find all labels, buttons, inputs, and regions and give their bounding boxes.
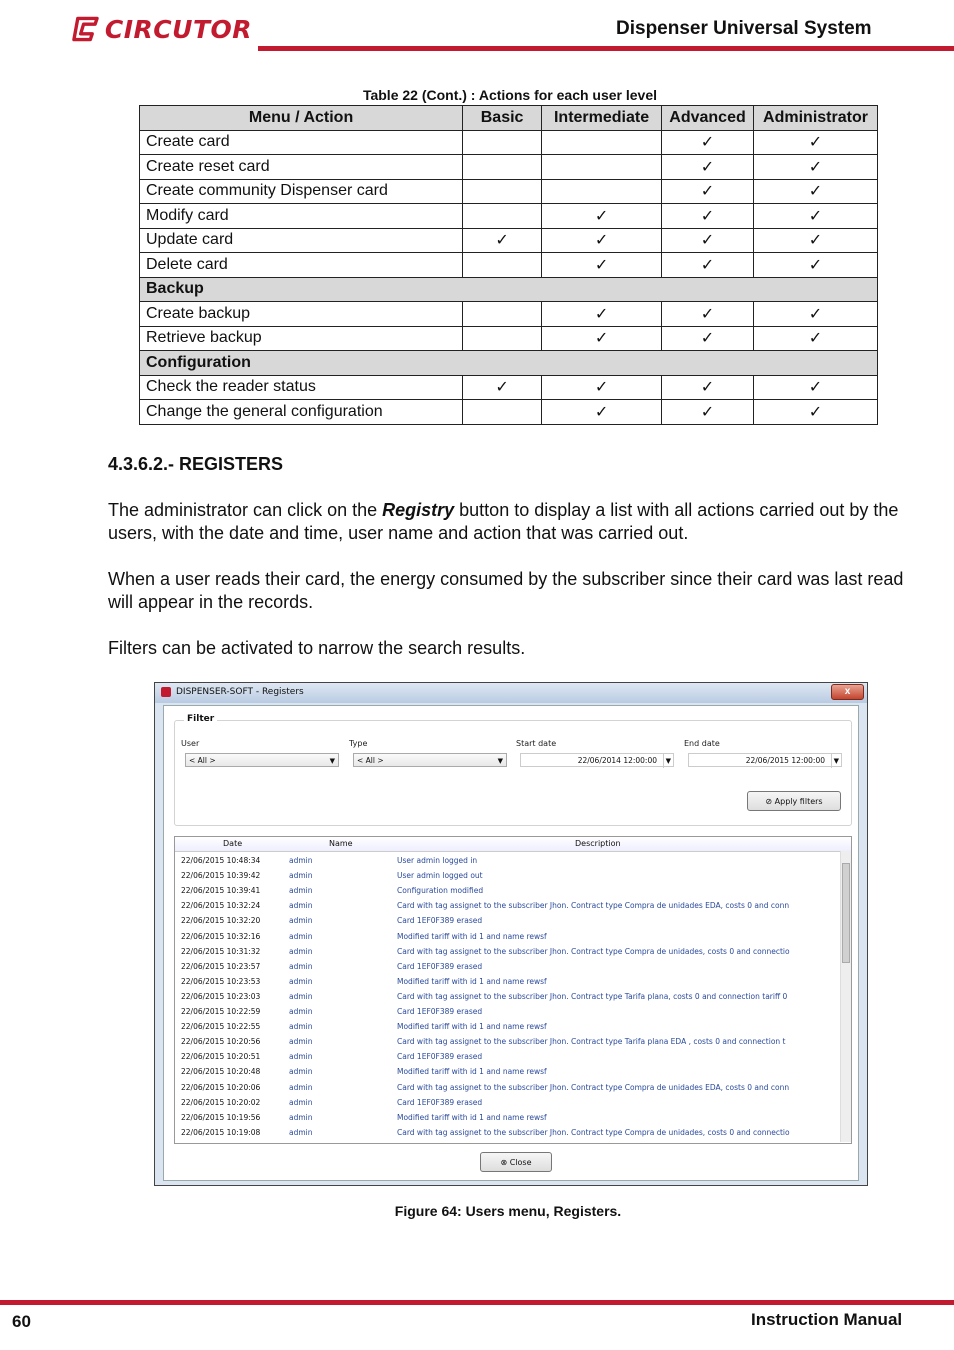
empty-cell [463, 204, 542, 229]
grid-row[interactable] [175, 853, 795, 868]
grid-description-cell: Modified tariff with id 1 and name rewsf [397, 1067, 547, 1077]
grid-name-cell: admin [289, 1127, 313, 1137]
grid-row[interactable] [175, 944, 795, 959]
check-icon: ✓ [662, 400, 754, 425]
registers-grid [174, 836, 852, 1144]
type-label: Type [349, 739, 368, 748]
apply-filters-label: Apply filters [774, 797, 823, 806]
user-label: User [181, 739, 200, 748]
start-date-label: Start date [516, 739, 557, 748]
figure-caption: Figure 64: Users menu, Registers. [394, 1203, 622, 1219]
start-date-picker[interactable] [520, 753, 674, 767]
check-icon: ✓ [754, 155, 878, 180]
grid-date-cell: 22/06/2015 10:20:48 [181, 1067, 261, 1077]
window-titlebar [155, 683, 867, 703]
grid-description-cell: Card with tag assignet to the subscriber Jhon. Contract type Compra de unidades EDA, costs 0 and conn [397, 1082, 790, 1092]
grid-date-cell: 22/06/2015 10:20:06 [181, 1082, 261, 1092]
empty-cell [463, 400, 542, 425]
column-header: Menu / Action [140, 106, 463, 131]
type-select-value: < All > [357, 756, 384, 765]
table-row [140, 253, 878, 278]
grid-date-cell: 22/06/2015 10:19:56 [181, 1112, 261, 1122]
grid-description-cell: Card 1EF0F389 erased [397, 916, 483, 926]
grid-description-cell: Card with tag assignet to the subscriber Jhon. Contract type Compra de unidades, costs 0 and connectio [397, 1127, 790, 1137]
paragraph-text: The administrator can click on the [108, 500, 383, 520]
section-heading: 4.3.6.2.- REGISTERS [108, 454, 284, 474]
footer-rule [0, 1300, 954, 1305]
column-header: Administrator [754, 106, 878, 131]
check-icon: ✓ [662, 253, 754, 278]
header-rule [258, 46, 954, 51]
table-row [140, 375, 878, 400]
grid-name-cell: admin [289, 916, 313, 926]
grid-date-cell: 22/06/2015 10:23:57 [181, 961, 261, 971]
filter-group [174, 714, 852, 826]
paragraph-text: button to display a list with all actions carried out by the users, with the date and time, user name and action that was carried out. [108, 500, 899, 543]
grid-column-header[interactable]: Name [329, 839, 353, 848]
grid-name-cell: admin [289, 991, 313, 1001]
grid-name-cell: admin [289, 1067, 313, 1077]
grid-row[interactable] [175, 898, 795, 913]
grid-row[interactable] [175, 959, 795, 974]
paragraph: Filters can be activated to narrow the search results. [108, 638, 526, 658]
empty-cell [463, 302, 542, 327]
grid-row[interactable] [175, 929, 795, 944]
dropdown-arrow-icon: ▼ [329, 757, 335, 765]
grid-name-cell: admin [289, 976, 313, 986]
close-button-label: Close [509, 1158, 532, 1167]
check-icon: ✓ [662, 375, 754, 400]
column-header: Intermediate [542, 106, 662, 131]
check-icon: ✓ [662, 204, 754, 229]
empty-cell [542, 179, 662, 204]
logo-wordmark: CIRCUTOR [104, 14, 252, 44]
type-select[interactable] [353, 753, 507, 767]
action-cell: Create reset card [140, 155, 463, 180]
grid-description-cell: Modified tariff with id 1 and name rewsf [397, 976, 547, 986]
grid-date-cell: 22/06/2015 10:32:16 [181, 931, 261, 941]
vertical-scrollbar[interactable] [840, 851, 851, 1142]
table-row [140, 302, 878, 327]
table-section-row [140, 351, 878, 376]
paragraph [108, 499, 928, 545]
grid-name-cell: admin [289, 871, 313, 881]
grid-date-cell: 22/06/2015 10:48:34 [181, 856, 261, 865]
grid-date-cell: 22/06/2015 10:39:41 [181, 886, 261, 896]
grid-date-cell: 22/06/2015 10:39:42 [181, 871, 261, 881]
end-date-label: End date [684, 739, 720, 748]
grid-description-cell: Card with tag assignet to the subscriber Jhon. Contract type Compra de unidades EDA, costs 0 and conn [397, 901, 790, 911]
grid-description-cell: Card with tag assignet to the subscriber Jhon. Contract type Tarifa plana EDA , costs 0 and connection t [397, 1037, 786, 1047]
close-button[interactable] [480, 1152, 552, 1172]
grid-name-cell: admin [289, 1082, 313, 1092]
window-title: DISPENSER-SOFT - Registers [176, 687, 304, 697]
check-icon: ✓ [662, 130, 754, 155]
empty-cell [463, 155, 542, 180]
grid-date-cell: 22/06/2015 10:20:02 [181, 1097, 261, 1107]
grid-row[interactable] [175, 1049, 795, 1064]
grid-date-cell: 22/06/2015 10:32:20 [181, 916, 261, 926]
grid-name-cell: admin [289, 961, 313, 971]
grid-description-cell: User admin logged in [397, 856, 478, 865]
grid-row[interactable] [175, 883, 795, 898]
action-cell: Modify card [140, 204, 463, 229]
grid-date-cell: 22/06/2015 10:23:03 [181, 991, 261, 1001]
grid-name-cell: admin [289, 1007, 313, 1016]
grid-row[interactable] [175, 974, 795, 989]
action-cell: Update card [140, 228, 463, 253]
grid-name-cell: admin [289, 1037, 313, 1047]
grid-row[interactable] [175, 1110, 795, 1125]
grid-description-cell: Modified tariff with id 1 and name rewsf [397, 1112, 547, 1122]
grid-description-cell: Card 1EF0F389 erased [397, 1052, 483, 1062]
table-row [140, 400, 878, 425]
check-icon: ✓ [662, 179, 754, 204]
app-icon [161, 687, 171, 697]
check-icon: ✓ [754, 375, 878, 400]
table-row [140, 204, 878, 229]
grid-description-cell: User admin logged out [397, 871, 483, 881]
check-icon: ✓ [754, 204, 878, 229]
grid-column-header[interactable]: Date [223, 839, 243, 848]
grid-description-cell: Card 1EF0F389 erased [397, 961, 483, 971]
footer-title: Instruction Manual [751, 1310, 903, 1329]
grid-description-cell: Modified tariff with id 1 and name rewsf [397, 1022, 547, 1032]
check-icon: ✓ [754, 253, 878, 278]
empty-cell [463, 326, 542, 351]
empty-cell [463, 179, 542, 204]
table-row [140, 179, 878, 204]
check-icon: ✓ [542, 253, 662, 278]
grid-date-cell: 22/06/2015 10:20:51 [181, 1052, 261, 1062]
user-select[interactable] [185, 753, 339, 767]
scrollbar-thumb[interactable] [842, 863, 850, 963]
grid-name-cell: admin [289, 856, 313, 865]
check-icon: ✓ [754, 179, 878, 204]
grid-date-cell: 22/06/2015 10:19:08 [181, 1127, 261, 1137]
check-icon: ✓ [542, 375, 662, 400]
grid-date-cell: 22/06/2015 10:22:59 [181, 1007, 261, 1016]
apply-filters-button[interactable] [747, 791, 841, 811]
registry-emphasis: Registry [382, 500, 455, 520]
check-icon: ✓ [463, 228, 542, 253]
action-cell: Create community Dispenser card [140, 179, 463, 204]
grid-description-cell: Card with tag assignet to the subscriber Jhon. Contract type Compra de unidades, costs 0 and connectio [397, 946, 790, 956]
check-icon: ✓ [754, 400, 878, 425]
grid-row[interactable] [175, 989, 795, 1004]
table-section-row [140, 277, 878, 302]
check-icon: ✓ [542, 204, 662, 229]
grid-row[interactable] [175, 868, 795, 883]
grid-name-cell: admin [289, 901, 313, 911]
page-number: 60 [12, 1312, 31, 1331]
circutor-logo-icon [72, 14, 101, 44]
empty-cell [463, 130, 542, 155]
grid-name-cell: admin [289, 1052, 313, 1062]
table-row [140, 155, 878, 180]
column-header: Advanced [662, 106, 754, 131]
grid-description-cell: Card 1EF0F389 erased [397, 1097, 483, 1107]
grid-name-cell: admin [289, 1022, 313, 1032]
grid-date-cell: 22/06/2015 10:31:32 [181, 946, 261, 956]
document-title: Dispenser Universal System [616, 18, 872, 39]
action-cell: Retrieve backup [140, 326, 463, 351]
end-date-value: 22/06/2015 12:00:00 [745, 756, 825, 765]
grid-description-cell: Configuration modified [397, 886, 484, 896]
action-cell: Change the general configuration [140, 400, 463, 425]
close-icon: ⊗ [500, 1158, 510, 1167]
calendar-dropdown-icon: ▼ [831, 754, 839, 768]
window-client-area [163, 705, 859, 1181]
check-icon: ✓ [662, 326, 754, 351]
calendar-dropdown-icon: ▼ [663, 754, 671, 768]
grid-date-cell: 22/06/2015 10:20:56 [181, 1037, 261, 1047]
grid-row[interactable] [175, 1095, 795, 1110]
table-caption: Table 22 (Cont.) : Actions for each user level [362, 87, 658, 103]
column-header: Basic [463, 106, 542, 131]
section-label: Backup [140, 277, 878, 302]
grid-name-cell: admin [289, 886, 313, 896]
check-icon: ✓ [754, 228, 878, 253]
check-icon: ✓ [754, 130, 878, 155]
table-row [140, 130, 878, 155]
paragraph: When a user reads their card, the energy consumed by the subscriber since their card was last read will appear in the records. [108, 569, 904, 612]
grid-row[interactable] [175, 1004, 795, 1019]
grid-name-cell: admin [289, 946, 313, 956]
start-date-value: 22/06/2014 12:00:00 [577, 756, 657, 765]
check-icon: ✓ [542, 228, 662, 253]
action-cell: Check the reader status [140, 375, 463, 400]
action-cell: Create backup [140, 302, 463, 327]
end-date-picker[interactable] [688, 753, 842, 767]
grid-name-cell: admin [289, 1112, 313, 1122]
grid-date-cell: 22/06/2015 10:23:53 [181, 976, 261, 986]
check-icon: ✓ [542, 400, 662, 425]
actions-table [139, 105, 878, 425]
check-circle-icon: ⊘ [765, 797, 775, 806]
check-icon: ✓ [542, 302, 662, 327]
empty-cell [542, 155, 662, 180]
action-cell: Delete card [140, 253, 463, 278]
grid-date-cell: 22/06/2015 10:32:24 [181, 901, 261, 911]
grid-description-cell: Card 1EF0F389 erased [397, 1007, 483, 1016]
table-header-row [140, 106, 878, 131]
grid-date-cell: 22/06/2015 10:22:55 [181, 1022, 261, 1032]
table-row [140, 326, 878, 351]
registers-window [154, 682, 868, 1186]
grid-row[interactable] [175, 1064, 795, 1079]
grid-row[interactable] [175, 1125, 795, 1140]
empty-cell [463, 253, 542, 278]
circutor-logo [72, 12, 252, 46]
table-row [140, 228, 878, 253]
check-icon: ✓ [542, 326, 662, 351]
grid-row[interactable] [175, 1034, 795, 1049]
check-icon: ✓ [662, 228, 754, 253]
check-icon: ✓ [754, 326, 878, 351]
check-icon: ✓ [754, 302, 878, 327]
check-icon: ✓ [463, 375, 542, 400]
section-label: Configuration [140, 351, 878, 376]
grid-row[interactable] [175, 1019, 795, 1034]
check-icon: ✓ [662, 302, 754, 327]
grid-name-cell: admin [289, 1097, 313, 1107]
grid-description-cell: Modified tariff with id 1 and name rewsf [397, 931, 547, 941]
action-cell: Create card [140, 130, 463, 155]
check-icon: ✓ [662, 155, 754, 180]
window-close-button[interactable]: x [831, 684, 864, 700]
grid-name-cell: admin [289, 931, 313, 941]
grid-row[interactable] [175, 1080, 795, 1095]
dropdown-arrow-icon: ▼ [497, 757, 503, 765]
actions-table-body [140, 130, 878, 424]
user-select-value: < All > [189, 756, 216, 765]
empty-cell [542, 130, 662, 155]
grid-row[interactable] [175, 913, 795, 928]
grid-description-cell: Card with tag assignet to the subscriber Jhon. Contract type Tarifa plana, costs 0 and connection tariff 0 [397, 991, 788, 1001]
grid-header [175, 837, 851, 852]
grid-column-header[interactable]: Description [575, 839, 621, 848]
filter-legend: Filter [184, 714, 217, 724]
